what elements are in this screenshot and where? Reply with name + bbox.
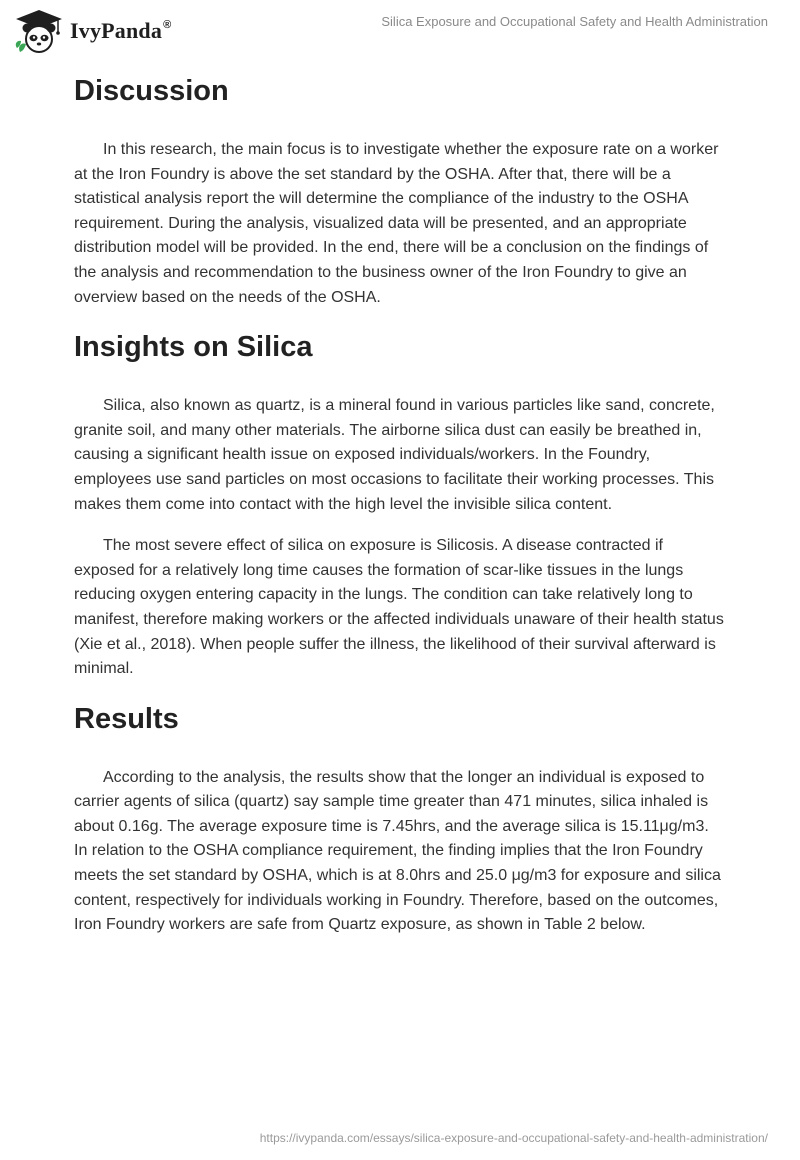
registered-mark: ® [163, 19, 172, 31]
document-title: Silica Exposure and Occupational Safety and Health Administration [381, 14, 768, 29]
heading-insights-on-silica: Insights on Silica [74, 331, 313, 364]
ivypanda-logo[interactable] [14, 8, 171, 54]
heading-results: Results [74, 702, 179, 735]
brand-name: IvyPanda® [70, 18, 172, 43]
footer-url[interactable]: https://ivypanda.com/essays/silica-exposure-and-occupational-safety-and-health-administration/ [259, 1131, 768, 1145]
panda-graduation-cap-icon [14, 8, 64, 54]
paragraph-insights-1: Silica, also known as quartz, is a mineral found in various particles like sand, concrete, granite soil, and many other materials. The airborne silica dust can easily be breathed in, causing a significant health issue on exposed individuals/workers. In the Foundry, employees use sand particles on most occasions to facilitate their working processes. This makes them come into contact with the high level the invisible silica content. [74, 397, 715, 513]
heading-discussion: Discussion [74, 75, 229, 107]
paragraph-insights-2: The most severe effect of silica on exposure is Silicosis. A disease contracted if exposed for a relatively long time causes the formation of scar-like tissues in the lungs reducing oxygen entering capacity in the lungs. The condition can take relatively long to manifest, therefore making workers or the affected individuals unaware of their health status (Xie et al., 2018). When people suffer the illness, the likelihood of their survival afterward is minimal. [74, 537, 724, 678]
paragraph-discussion: In this research, the main focus is to investigate whether the exposure rate on a worker at the Iron Foundry is above the set standard by the OSHA. After that, there will be a statistical analysis report the will determine the compliance of the industry to the OSHA requirement. During the analysis, visualized data will be presented, and an appropriate distribution model will be provided. In the end, there will be a conclusion on the findings of the analysis and recommendation to the business owner of the Iron Foundry to give an overview based on the needs of the OSHA. [74, 141, 719, 306]
paragraph-results: According to the analysis, the results show that the longer an individual is exposed to carrier agents of silica (quartz) say sample time greater than 471 minutes, silica inhaled is about 0.16g. The average exposure time is 7.45hrs, and the average silica is 15.11μg/m3. In relation to the OSHA compliance requirement, the finding implies that the Iron Foundry meets the set standard by OSHA, which is at 8.0hrs and 25.0 μg/m3 for exposure and silica content, respectively for individuals working in Foundry. Therefore, based on the outcomes, Iron Foundry workers are safe from Quartz exposure, as shown in Table 2 below. [74, 768, 721, 934]
essay-content [74, 70, 726, 938]
page-header [0, 0, 800, 64]
